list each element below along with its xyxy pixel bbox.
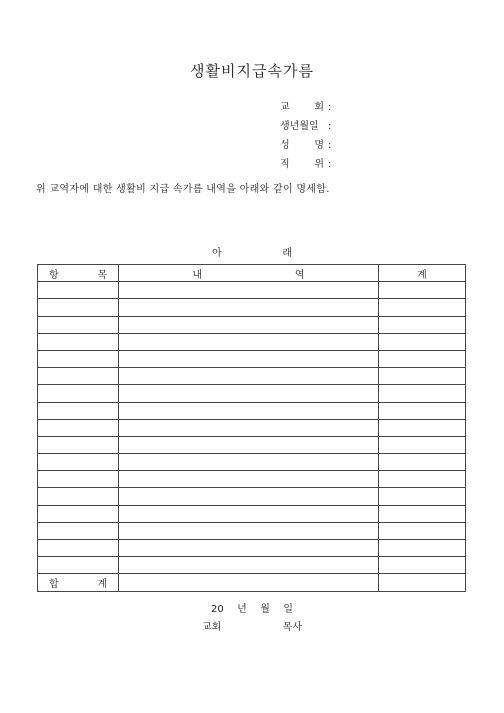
table-row [38,316,466,333]
details-cell[interactable] [119,333,379,350]
table-row [38,350,466,367]
header-total: 계 [379,265,466,282]
document-title: 생활비지급속가름 [190,62,314,80]
amount-cell[interactable] [379,488,466,505]
info-row-name [280,136,331,155]
table-row [38,402,466,419]
header-details: 내 역 [119,265,379,282]
info-row-church [280,98,331,117]
table-row [38,333,466,350]
amount-cell[interactable] [379,505,466,522]
amount-cell[interactable] [379,385,466,402]
table-total-row [38,574,466,591]
item-cell[interactable] [38,333,119,350]
item-cell[interactable] [38,471,119,488]
info-label: 생년월일 [280,121,319,132]
section-heading [0,244,504,259]
details-cell[interactable] [119,402,379,419]
details-cell[interactable] [119,471,379,488]
info-row-position [280,155,331,174]
table-row [38,557,466,574]
table-row [38,505,466,522]
item-cell[interactable] [38,505,119,522]
amount-cell[interactable] [379,282,466,299]
info-colon: : [328,140,332,151]
amount-cell[interactable] [379,299,466,316]
table-row [38,488,466,505]
table-row [38,419,466,436]
details-cell[interactable] [119,557,379,574]
table-row [38,385,466,402]
total-details-cell[interactable] [119,574,379,591]
details-cell[interactable] [119,522,379,539]
signature-text: 교회 목사 [202,622,302,633]
info-label: 성 명 [280,140,324,151]
info-colon: : [328,121,332,132]
intro-text: 위 교역자에 대한 생활비 지급 속가름 내역을 아래와 같이 명세함. [36,184,330,195]
amount-cell[interactable] [379,368,466,385]
details-cell[interactable] [119,350,379,367]
item-cell[interactable] [38,282,119,299]
table-row [38,282,466,299]
item-cell[interactable] [38,540,119,557]
amount-cell[interactable] [379,333,466,350]
amount-cell[interactable] [379,557,466,574]
item-cell[interactable] [38,454,119,471]
amount-cell[interactable] [379,316,466,333]
info-colon: : [328,159,332,170]
details-cell[interactable] [119,419,379,436]
amount-cell[interactable] [379,402,466,419]
table-body [38,282,466,574]
total-label-cell: 합 계 [38,574,119,591]
info-block [280,98,331,174]
item-cell[interactable] [38,385,119,402]
info-row-birthdate [280,117,331,136]
table-row [38,436,466,453]
info-label: 직 위 [280,159,324,170]
details-cell[interactable] [119,505,379,522]
details-cell[interactable] [119,454,379,471]
table-row [38,522,466,539]
item-cell[interactable] [38,316,119,333]
table-row [38,454,466,471]
info-label: 교 회 [280,102,324,113]
amount-cell[interactable] [379,454,466,471]
amount-cell[interactable] [379,350,466,367]
amount-cell[interactable] [379,419,466,436]
item-cell[interactable] [38,522,119,539]
details-cell[interactable] [119,540,379,557]
total-sum-cell[interactable] [379,574,466,591]
amount-cell[interactable] [379,540,466,557]
table-row [38,368,466,385]
table-row [38,540,466,557]
item-cell[interactable] [38,350,119,367]
date-line [0,600,504,615]
amount-cell[interactable] [379,522,466,539]
item-cell[interactable] [38,299,119,316]
details-cell[interactable] [119,316,379,333]
item-cell[interactable] [38,402,119,419]
item-cell[interactable] [38,557,119,574]
item-cell[interactable] [38,419,119,436]
info-colon: : [328,102,332,113]
header-item: 항 목 [38,265,119,282]
item-cell[interactable] [38,368,119,385]
table-row [38,299,466,316]
details-cell[interactable] [119,436,379,453]
statement-table [37,264,466,592]
details-cell[interactable] [119,299,379,316]
table-header-row [38,265,466,282]
details-cell[interactable] [119,282,379,299]
amount-cell[interactable] [379,436,466,453]
table-row [38,471,466,488]
details-cell[interactable] [119,368,379,385]
date-text: 20 년 월 일 [211,604,293,615]
item-cell[interactable] [38,436,119,453]
section-heading-text: 아 래 [212,248,292,259]
amount-cell[interactable] [379,471,466,488]
details-cell[interactable] [119,488,379,505]
details-cell[interactable] [119,385,379,402]
signature-line [0,618,504,633]
item-cell[interactable] [38,488,119,505]
